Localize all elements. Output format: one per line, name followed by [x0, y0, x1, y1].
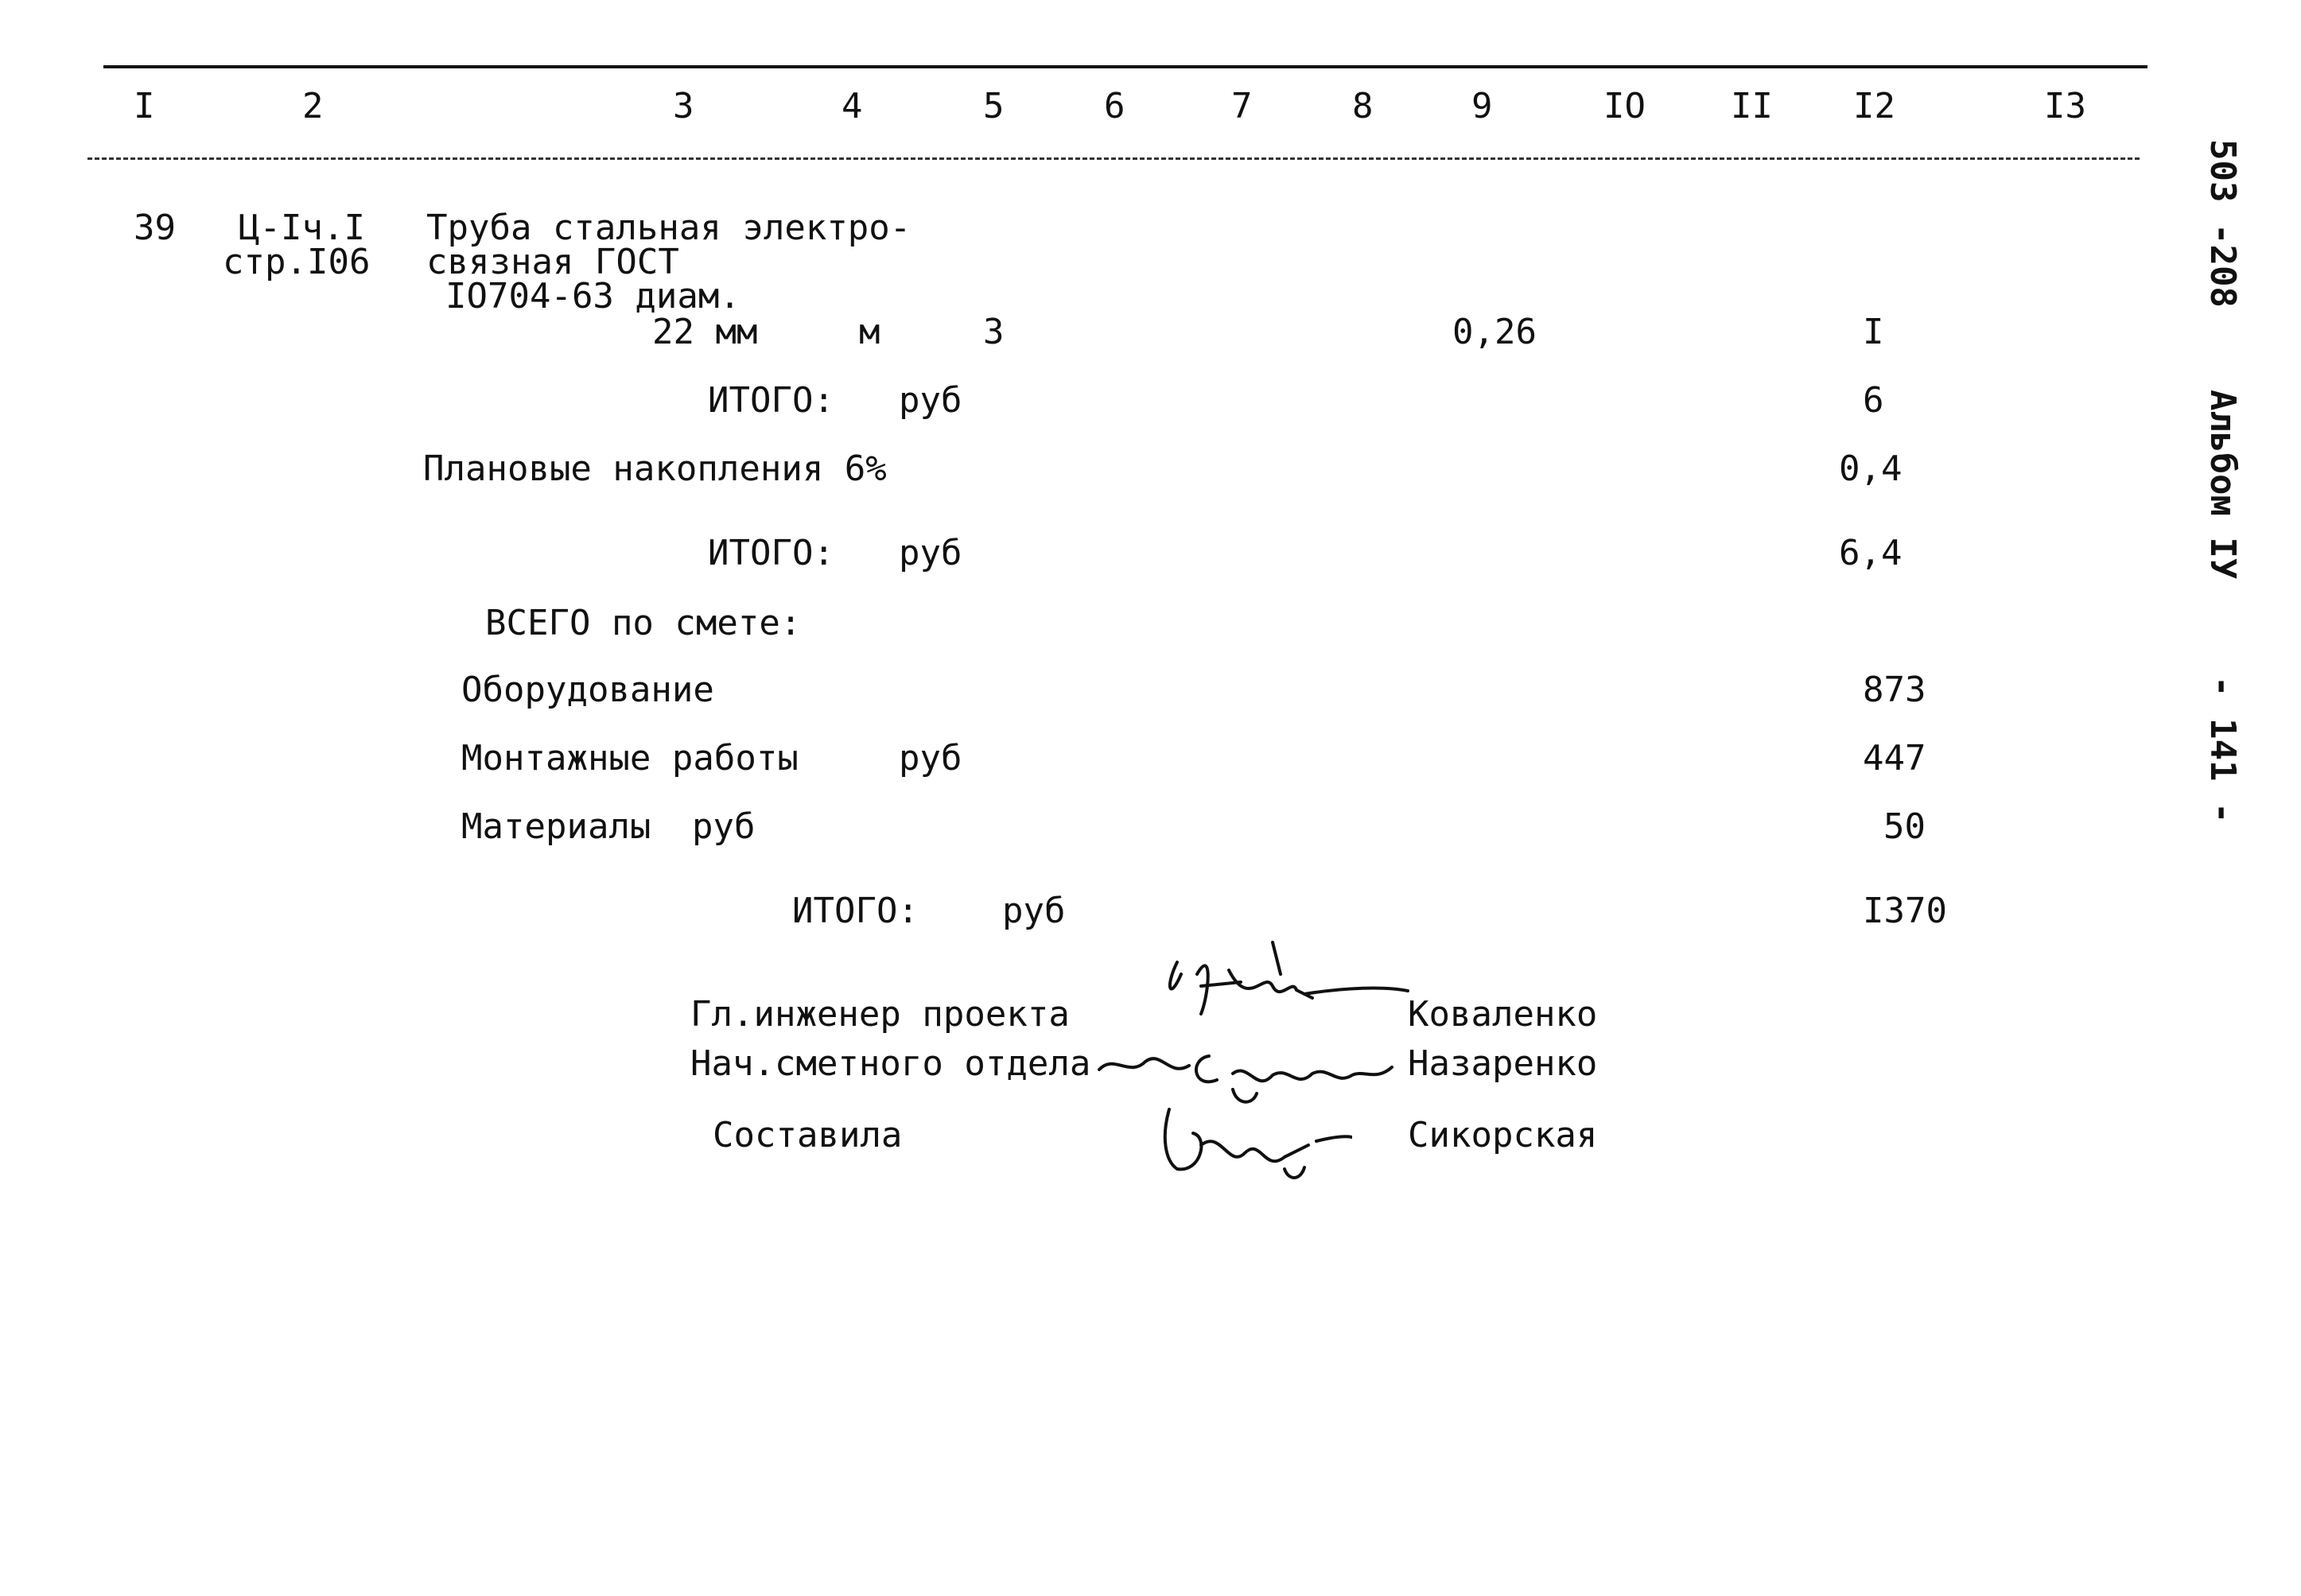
item-description-line2: связная ГОСТ	[426, 242, 679, 282]
subtotal2-unit: руб	[899, 533, 962, 573]
column-header-10: IO	[1603, 86, 1646, 126]
grand-total-heading: ВСЕГО по смете:	[485, 603, 802, 643]
side-label-page: - 141 -	[2202, 676, 2243, 824]
chief-engineer-name: Коваленко	[1408, 994, 1598, 1035]
planned-savings-value: 0,4	[1839, 449, 1903, 489]
item-unit: м	[859, 312, 880, 352]
item-cost: I	[1863, 312, 1884, 352]
chief-engineer-title: Гл.инженер проекта	[690, 994, 1070, 1035]
final-total-unit: руб	[1002, 891, 1066, 931]
item-description-line1: Труба стальная электро-	[426, 208, 911, 248]
header-bottom-rule	[87, 157, 2140, 160]
column-header-1: I	[134, 86, 155, 126]
installation-unit: руб	[899, 738, 962, 779]
item-reference-line1: Ц-Iч.I	[239, 208, 365, 248]
item-quantity: 3	[983, 312, 1005, 352]
materials-unit: руб	[692, 806, 756, 847]
item-size: 22 мм	[652, 312, 758, 352]
side-label-code: 503 -208	[2202, 139, 2243, 308]
subtotal2-label: ИТОГО:	[708, 533, 834, 573]
item-number: 39	[134, 208, 176, 248]
installation-value: 447	[1863, 738, 1926, 779]
side-label-album: Альбом IУ	[2202, 390, 2243, 580]
installation-label: Монтажные работы	[461, 738, 799, 779]
subtotal-value: 6	[1863, 380, 1884, 421]
estimate-head-title: Нач.сметного отдела	[690, 1043, 1091, 1084]
compiler-name: Сикорская	[1408, 1115, 1598, 1155]
top-rule	[103, 65, 2147, 68]
column-header-6: 6	[1104, 86, 1125, 126]
column-header-12: I2	[1853, 86, 1895, 126]
column-header-9: 9	[1471, 86, 1493, 126]
estimate-head-name: Назаренко	[1408, 1043, 1598, 1084]
column-header-11: II	[1731, 86, 1773, 126]
column-header-7: 7	[1231, 86, 1253, 126]
column-header-13: I3	[2044, 86, 2086, 126]
item-unit-price: 0,26	[1452, 312, 1537, 352]
item-reference-line2: стр.I06	[223, 242, 371, 282]
signature-compiler	[1145, 1097, 1352, 1185]
column-header-3: 3	[673, 86, 694, 126]
item-description-line3: IO704-63 диам.	[445, 276, 740, 316]
materials-label: Материалы	[461, 806, 651, 847]
subtotal2-value: 6,4	[1839, 533, 1903, 573]
compiler-title: Составила	[713, 1115, 903, 1155]
final-total-label: ИТОГО:	[792, 891, 919, 931]
column-header-5: 5	[983, 86, 1005, 126]
signature-chief-engineer	[1153, 938, 1416, 1034]
materials-value: 50	[1883, 806, 1926, 847]
subtotal-label: ИТОГО:	[708, 380, 834, 421]
equipment-value: 873	[1863, 670, 1926, 710]
column-header-4: 4	[841, 86, 863, 126]
column-header-2: 2	[302, 86, 324, 126]
column-header-8: 8	[1352, 86, 1374, 126]
planned-savings-label: Плановые накопления 6%	[423, 449, 887, 489]
subtotal-unit: руб	[899, 380, 962, 421]
equipment-label: Оборудование	[461, 670, 714, 710]
final-total-value: I370	[1863, 891, 1947, 931]
